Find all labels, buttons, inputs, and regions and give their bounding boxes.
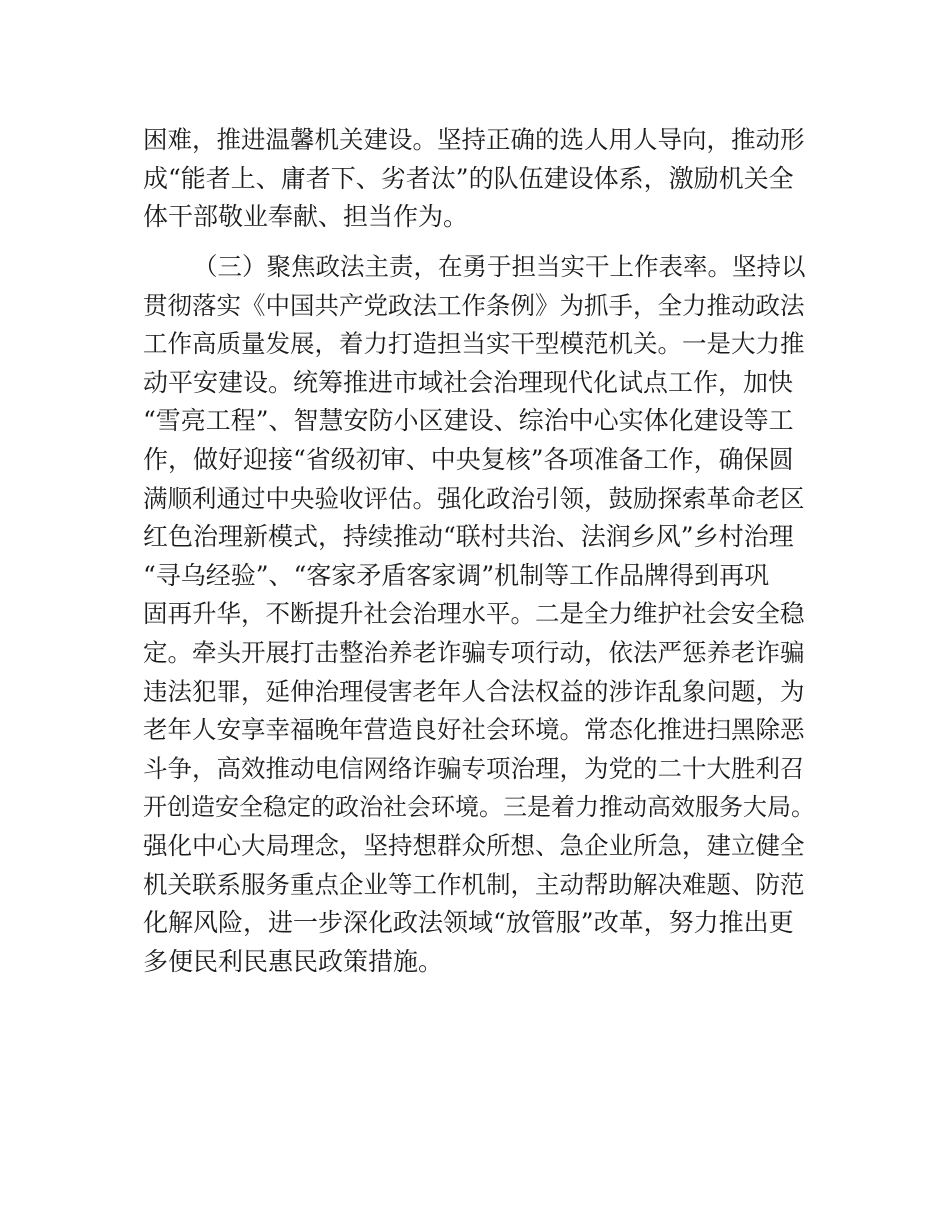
text-line: “雪亮工程”、智慧安防小区建设、综治中心实体化建设等工 <box>143 406 794 436</box>
text-line: 违法犯罪，延伸治理侵害老年人合法权益的涉诈乱象问题，为 <box>143 676 805 706</box>
text-line: 斗争，高效推动电信网络诈骗专项治理，为党的二十大胜利召 <box>143 753 805 783</box>
text-line: 多便民利民惠民政策措施。 <box>143 946 444 976</box>
paragraph-continuation <box>143 121 815 237</box>
text-line: 工作高质量发展，着力打造担当实干型模范机关。一是大力推 <box>143 329 805 359</box>
text-line: 贯彻落实《中国共产党政法工作条例》为抓手，全力推动政法 <box>143 290 805 320</box>
text-line: 成“能者上、庸者下、劣者汰”的队伍建设体系，激励机关全 <box>143 163 794 193</box>
text-line: 动平安建设。统筹推进市域社会治理现代化试点工作，加快 <box>143 367 794 397</box>
text-line: 红色治理新模式，持续推动“联村共治、法润乡风”乡村治理 <box>143 522 794 552</box>
text-line: 固再升华，不断提升社会治理水平。二是全力维护社会安全稳 <box>143 599 805 629</box>
text-line: 老年人安享幸福晚年营造良好社会环境。常态化推进扫黑除恶 <box>143 715 805 745</box>
text-line: 化解风险，进一步深化政法领域“放管服”改革，努力推出更 <box>143 908 794 938</box>
text-line: 开创造安全稳定的政治社会环境。三是着力推动高效服务大局。 <box>143 793 815 822</box>
text-line: “寻乌经验”、“客家矛盾客家调”机制等工作品牌得到再巩 <box>143 560 770 590</box>
text-line: 满顺利通过中央验收评估。强化政治引领，鼓励探索革命老区 <box>143 483 805 513</box>
text-line: 机关联系服务重点企业等工作机制，主动帮助解决难题、防范 <box>143 869 805 899</box>
text-line: 体干部敬业奉献、担当作为。 <box>143 202 469 232</box>
text-line: 作，做好迎接“省级初审、中央复核”各项准备工作，确保圆 <box>143 444 794 474</box>
text-line: 困难，推进温馨机关建设。坚持正确的选人用人导向，推动形 <box>143 125 805 154</box>
text-line-first: （三）聚焦政法主责，在勇于担当实干上作表率。坚持以 <box>193 252 806 281</box>
text-line: 强化中心大局理念，坚持想群众所想、急企业所急，建立健全 <box>143 830 805 860</box>
paragraph-section-three <box>143 248 815 981</box>
text-line: 定。牵头开展打击整治养老诈骗专项行动，依法严惩养老诈骗 <box>143 637 805 667</box>
